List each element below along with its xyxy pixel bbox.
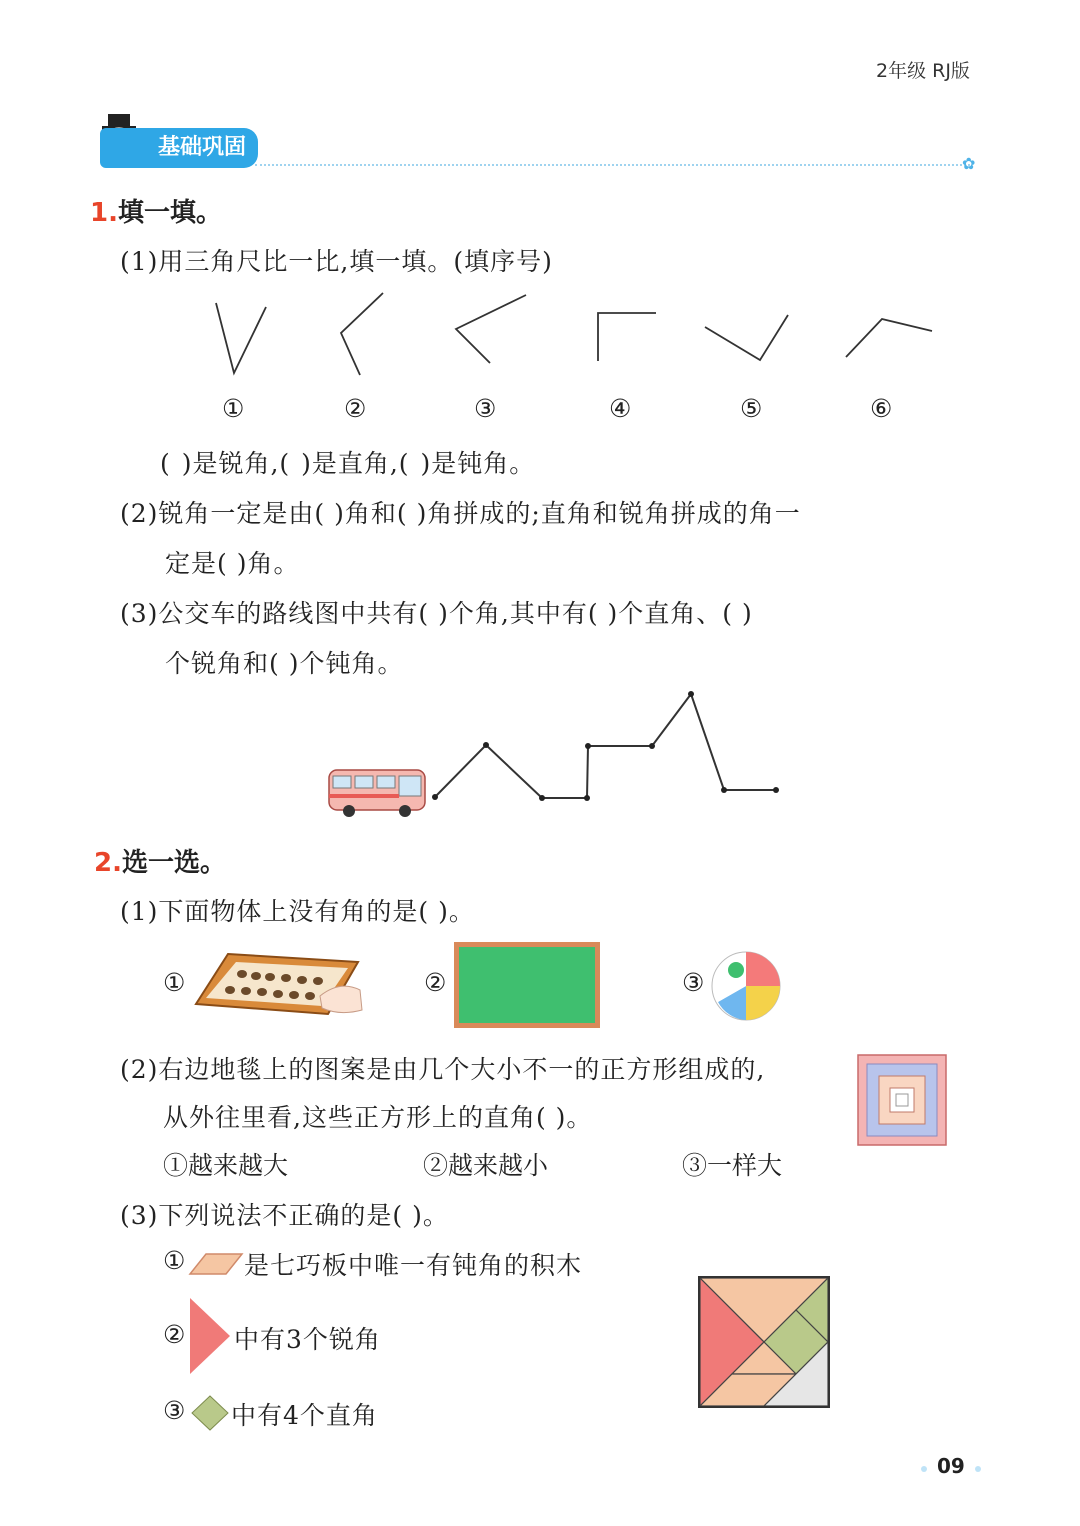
- q2-part2-option-3: ③一样大: [682, 1151, 783, 1180]
- object-option-1-label: ①: [163, 968, 186, 997]
- q2-part1-prompt: (1)下面物体上没有角的是( )。: [120, 897, 475, 926]
- section-banner: 基础巩固: [100, 128, 258, 168]
- bus-route-diagram: [325, 684, 795, 824]
- carpet-squares-image: [857, 1054, 947, 1146]
- q2-part3-option-1-number: ①: [163, 1246, 186, 1275]
- flower-ornament-icon: ✿: [962, 154, 976, 173]
- q2-part2-line1: (2)右边地毯上的图案是由几个大小不一的正方形组成的,: [120, 1055, 766, 1084]
- q2-part2-line2: 从外往里看,这些正方形上的直角( )。: [163, 1103, 593, 1132]
- angle-label-3: ③: [474, 394, 497, 423]
- q1-part2-line2: 定是( )角。: [165, 549, 300, 578]
- q2-title: 选一选。: [121, 848, 226, 878]
- angle-3-figure: [456, 295, 526, 363]
- q2-part3-option-2-number: ②: [163, 1320, 186, 1349]
- object-option-2-label: ②: [424, 968, 447, 997]
- angle-5-figure: [705, 315, 788, 360]
- object-option-3-label: ③: [682, 968, 705, 997]
- angle-label-5: ⑤: [740, 394, 763, 423]
- angle-label-6: ⑥: [870, 394, 893, 423]
- q2-number: 2.: [94, 848, 122, 878]
- q1-heading: [90, 192, 222, 229]
- q2-part3-prompt: (3)下列说法不正确的是( )。: [120, 1201, 449, 1230]
- angle-label-4: ④: [609, 394, 632, 423]
- q2-part2-option-2: ②越来越小: [423, 1151, 549, 1180]
- q1-part1-fill-blank: ( )是锐角,( )是直角,( )是钝角。: [160, 449, 536, 478]
- angle-figures: [190, 285, 950, 385]
- q1-part2-line1: (2)锐角一定是由( )角和( )角拼成的;直角和锐角拼成的角一: [120, 499, 801, 528]
- q2-part3-option-3-number: ③: [163, 1396, 186, 1425]
- q1-number: 1.: [90, 198, 118, 228]
- tangram-image: [698, 1276, 832, 1412]
- page-number: 09: [937, 1454, 965, 1478]
- parallelogram-icon: [188, 1252, 244, 1276]
- blackboard-image: [452, 940, 602, 1030]
- q2-part3-option-3-text: 中有4个直角: [231, 1401, 378, 1430]
- angle-1-figure: [216, 303, 266, 373]
- q1-part3-line2: 个锐角和( )个钝角。: [165, 649, 404, 678]
- section-divider: [255, 164, 970, 166]
- q2-part3-option-2-text: 中有3个锐角: [234, 1325, 381, 1354]
- q2-part3-option-1-text: 是七巧板中唯一有钝角的积木: [244, 1251, 583, 1280]
- q2-heading: [94, 842, 226, 879]
- angle-label-2: ②: [344, 394, 367, 423]
- ball-image: [708, 950, 784, 1022]
- angle-4-figure: [598, 313, 656, 361]
- grade-edition-label: 2年级 RJ版: [876, 60, 970, 82]
- abacus-image: [190, 950, 365, 1022]
- triangle-icon: [188, 1296, 232, 1376]
- angle-2-figure: [341, 293, 383, 375]
- q1-part3-line1: (3)公交车的路线图中共有( )个角,其中有( )个直角、( ): [120, 599, 753, 628]
- q1-part1-prompt: (1)用三角尺比一比,填一填。(填序号): [120, 247, 553, 276]
- angle-label-1: ①: [222, 394, 245, 423]
- square-icon: [190, 1394, 230, 1432]
- bus-icon: [329, 770, 425, 817]
- angle-6-figure: [846, 319, 932, 357]
- q2-part2-option-1: ①越来越大: [163, 1151, 289, 1180]
- q1-title: 填一填。: [117, 198, 222, 228]
